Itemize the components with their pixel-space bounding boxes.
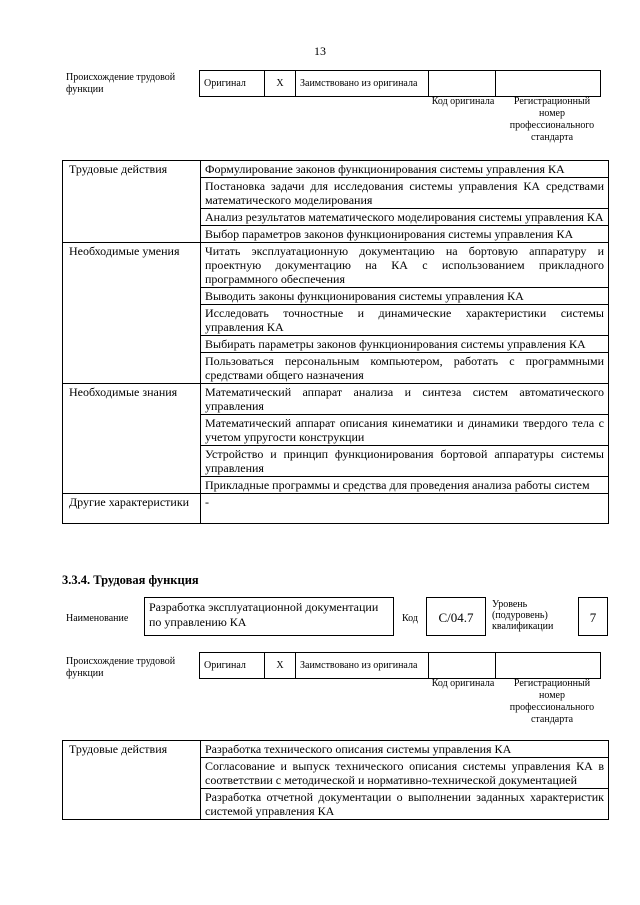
original-cell: Оригинал — [200, 71, 265, 97]
table-cell: Математический аппарат анализа и синтеза систем автоматического управления — [201, 384, 609, 415]
original-mark: X — [265, 653, 296, 679]
origin-label-2: Происхождение трудовой функции — [66, 656, 176, 679]
origin-table — [199, 70, 601, 97]
original-mark: X — [265, 71, 296, 97]
table-cell: Прикладные программы и средства для проведения анализа работы систем — [201, 477, 609, 494]
table-row — [63, 161, 609, 178]
table-cell: Пользоваться персональным компьютером, работать с программными средствами общего назначения — [201, 353, 609, 384]
table-cell: Формулирование законов функционирования системы управления КА — [201, 161, 609, 178]
row-header: Необходимые знания — [63, 384, 201, 494]
borrowed-cell: Заимствовано из оригинала — [296, 71, 429, 97]
code-original-caption: Код оригинала — [431, 96, 495, 107]
name-label: Наименование — [66, 613, 129, 624]
qualification-level-box: 7 — [578, 597, 608, 636]
table-row — [63, 494, 609, 524]
reg-number-cell — [496, 653, 601, 679]
table-cell: Выводить законы функционирования системы управления КА — [201, 288, 609, 305]
labor-function-table-1 — [62, 160, 609, 524]
table-cell: Исследовать точностные и динамические характеристики системы управления КА — [201, 305, 609, 336]
table-cell: Постановка задачи для исследования системы управления КА средствами математического моделирования — [201, 178, 609, 209]
table-cell: Выбирать параметры законов функционирования системы управления КА — [201, 336, 609, 353]
reg-number-cell — [496, 71, 601, 97]
table-cell: - — [201, 494, 609, 524]
code-original-caption-2: Код оригинала — [431, 678, 495, 689]
table-row — [63, 741, 609, 758]
code-original-cell — [429, 653, 496, 679]
table-cell: Разработка отчетной документации о выполнении заданных характеристик системой управления КА — [201, 789, 609, 820]
code-original-cell — [429, 71, 496, 97]
function-code-box: C/04.7 — [426, 597, 486, 636]
table-cell: Читать эксплуатационную документацию на бортовую аппаратуру и проектную документацию на КА с использованием прикладного программного обеспечения — [201, 243, 609, 288]
table-cell: Математический аппарат описания кинематики и динамики твердого тела с учетом упругости конструкции — [201, 415, 609, 446]
page-number: 13 — [314, 44, 326, 58]
table-cell: Устройство и принцип функционирования бортовой аппаратуры системы управления — [201, 446, 609, 477]
table-cell: Согласование и выпуск технического описания системы управления КА в соответствии с методической и нормативно-технической документацией — [201, 758, 609, 789]
origin-label: Происхождение трудовой функции — [66, 72, 176, 95]
row-header: Необходимые умения — [63, 243, 201, 384]
row-header: Трудовые действия — [63, 161, 201, 243]
table-row — [63, 243, 609, 288]
row-header: Другие характеристики — [63, 494, 201, 524]
row-header: Трудовые действия — [63, 741, 201, 820]
qualification-level-label: Уровень (подуровень) квалификации — [492, 599, 554, 632]
reg-number-caption: Регистрационный номер профессионального стандарта — [509, 96, 595, 143]
table-cell: Выбор параметров законов функционирования системы управления КА — [201, 226, 609, 243]
code-label: Код — [402, 613, 418, 624]
section-title: 3.3.4. Трудовая функция — [62, 573, 199, 587]
origin-table-2 — [199, 652, 601, 679]
borrowed-cell: Заимствовано из оригинала — [296, 653, 429, 679]
function-name-box: Разработка эксплуатационной документации по управлению КА — [144, 597, 394, 636]
labor-function-table-2 — [62, 740, 609, 820]
table-row — [63, 384, 609, 415]
table-cell: Анализ результатов математического моделирования системы управления КА — [201, 209, 609, 226]
table-cell: Разработка технического описания системы управления КА — [201, 741, 609, 758]
reg-number-caption-2: Регистрационный номер профессионального стандарта — [509, 678, 595, 725]
original-cell: Оригинал — [200, 653, 265, 679]
